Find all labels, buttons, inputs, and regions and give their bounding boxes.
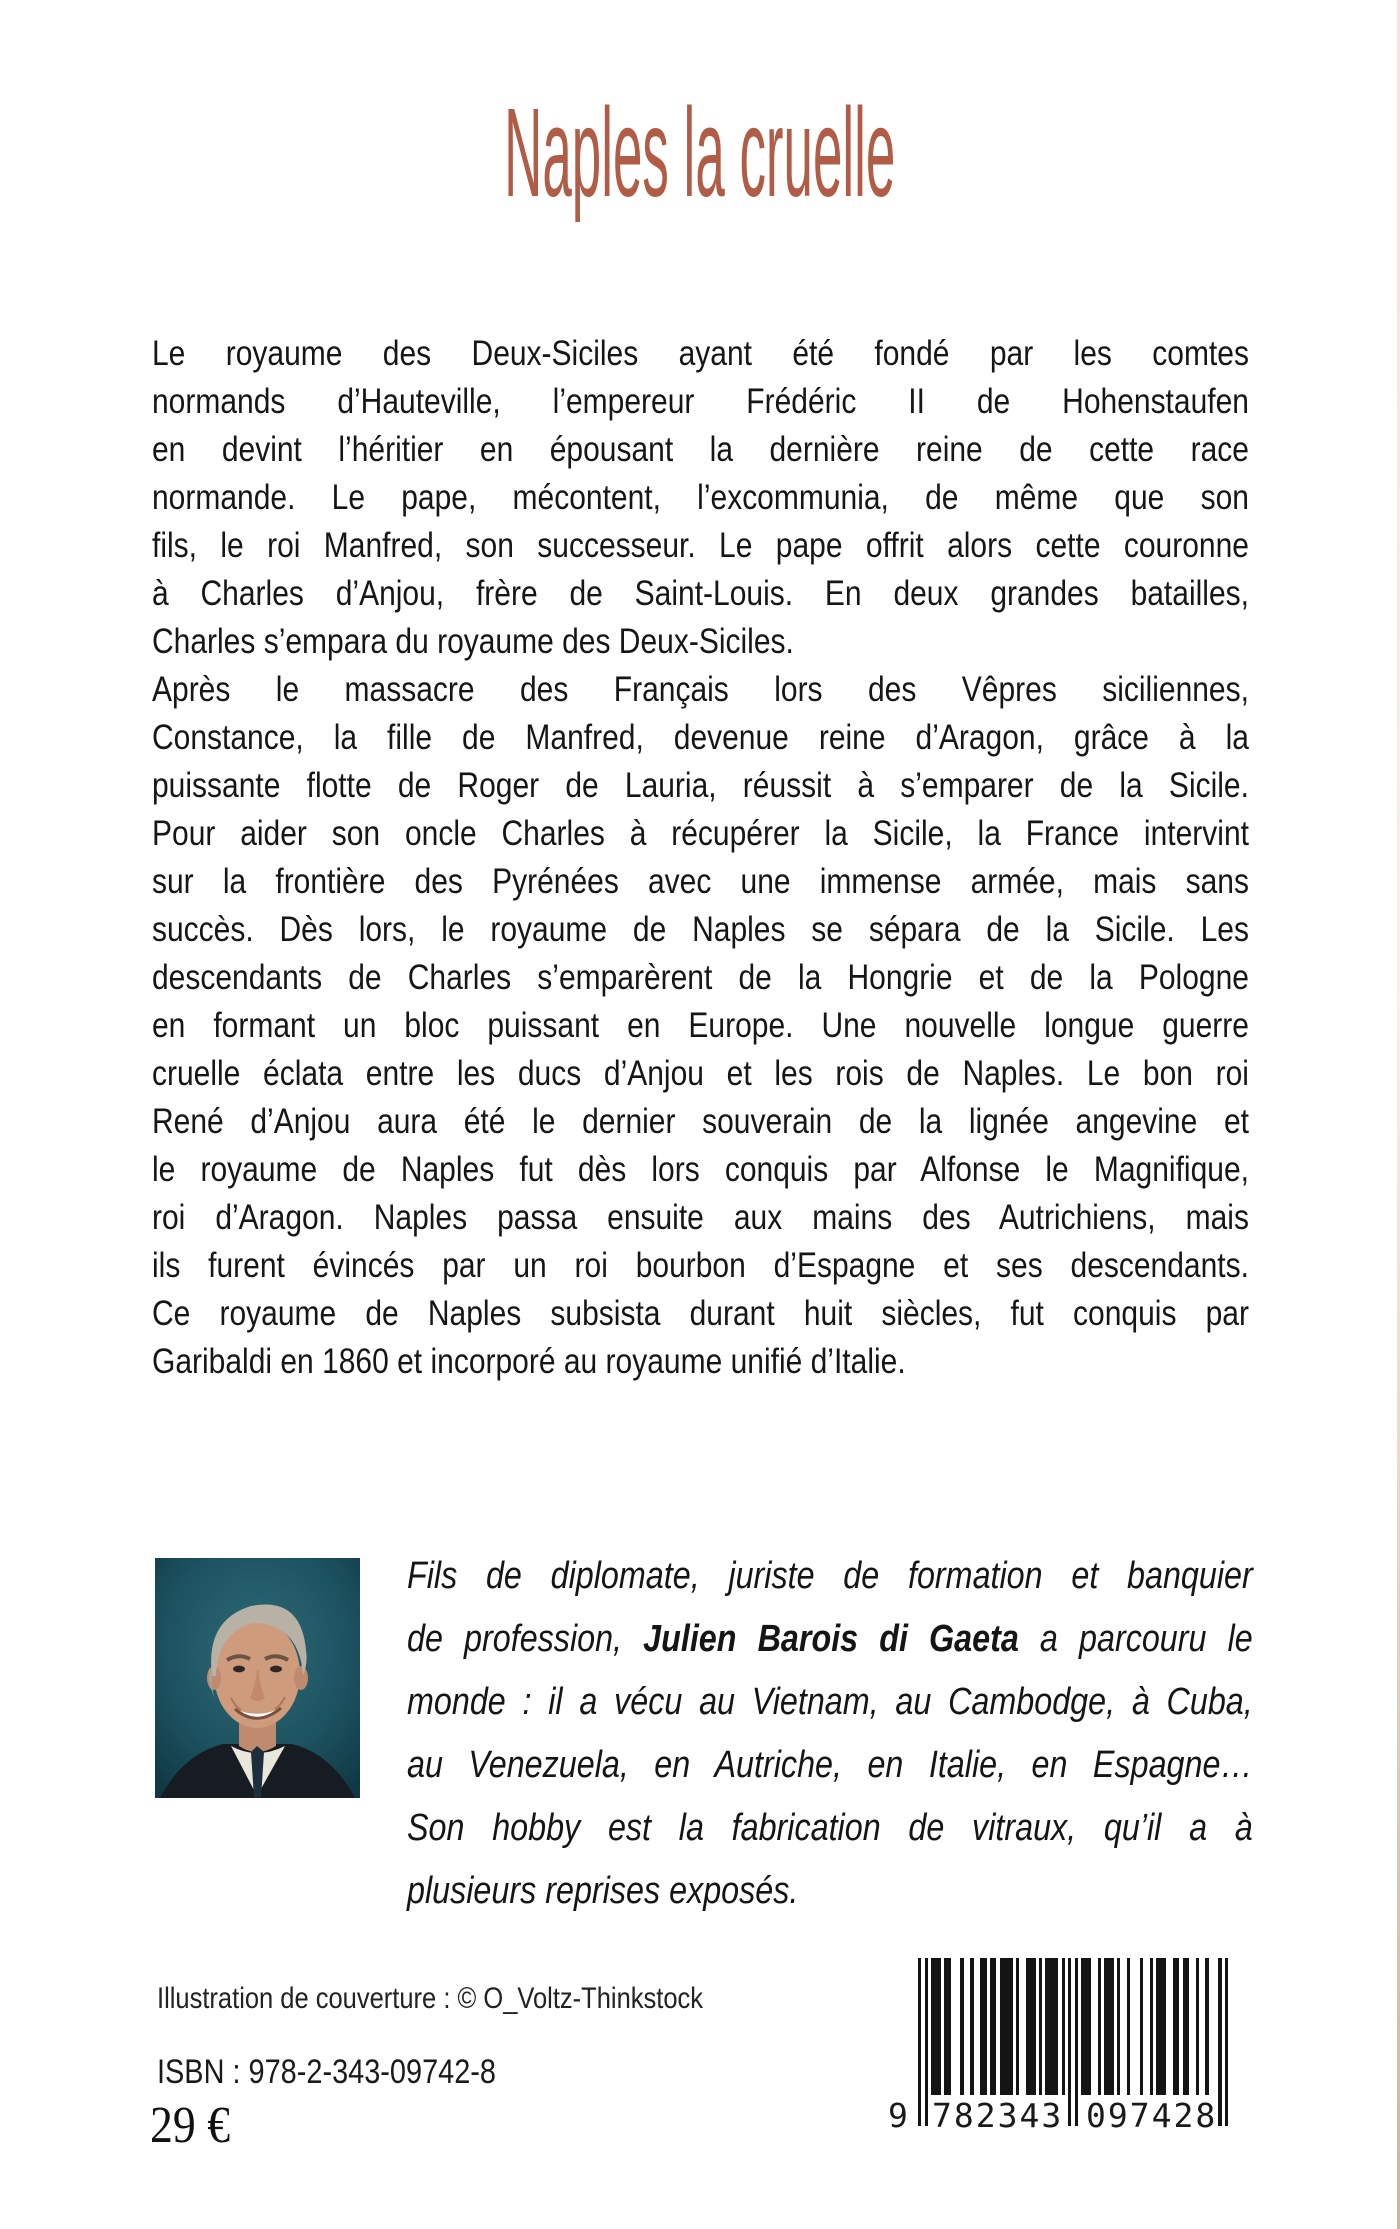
synopsis-line: descendants de Charles s’emparèrent de la Hongrie et de la Pologne	[152, 958, 1249, 997]
synopsis-text	[152, 330, 1249, 1386]
synopsis-line: sur la frontière des Pyrénées avec une immense armée, mais sans	[152, 862, 1249, 901]
barcode-digits-left: 782343	[932, 2096, 1064, 2135]
synopsis-line: en formant un bloc puissant en Europe. Une nouvelle longue guerre	[152, 1006, 1249, 1045]
barcode-digits	[888, 2096, 1238, 2136]
ear-right	[294, 1666, 308, 1690]
synopsis-line: succès. Dès lors, le royaume de Naples se sépara de la Sicile. Les	[152, 910, 1249, 949]
bio-line: Son hobby est la fabrication de vitraux, qu’il a à	[407, 1807, 1253, 1849]
synopsis-line: le royaume de Naples fut dès lors conquis par Alfonse le Magnifique,	[152, 1150, 1249, 1189]
synopsis-line: puissante flotte de Roger de Lauria, réussit à s’emparer de la Sicile.	[152, 766, 1249, 805]
bio-line: au Venezuela, en Autriche, en Italie, en Espagne…	[407, 1744, 1253, 1786]
synopsis-line: Ce royaume de Naples subsista durant huit siècles, fut conquis par	[152, 1294, 1249, 1333]
barcode	[888, 1958, 1238, 2143]
bio-line: monde : il a vécu au Vietnam, au Cambodge, à Cuba,	[407, 1681, 1253, 1723]
bio-line: de profession, Julien Barois di Gaeta a parcouru le	[407, 1618, 1253, 1660]
illustration-credit: Illustration de couverture : © O_Voltz-Thinkstock	[157, 1982, 704, 2015]
synopsis-line: Après le massacre des Français lors des Vêpres siciliennes,	[152, 670, 1249, 709]
author-photo	[155, 1558, 360, 1798]
synopsis-line: Charles s’empara du royaume des Deux-Siciles.	[152, 622, 794, 661]
synopsis-line: à Charles d’Anjou, frère de Saint-Louis. En deux grandes batailles,	[152, 574, 1249, 613]
synopsis-line: René d’Anjou aura été le dernier souverain de la lignée angevine et	[152, 1102, 1249, 1141]
author-bio	[407, 1545, 1253, 1923]
synopsis-line: Constance, la fille de Manfred, devenue reine d’Aragon, grâce à la	[152, 718, 1249, 757]
synopsis-line: ils furent évincés par un roi bourbon d’Espagne et ses descendants.	[152, 1246, 1249, 1285]
synopsis-line: roi d’Aragon. Naples passa ensuite aux mains des Autrichiens, mais	[152, 1198, 1249, 1237]
barcode-digit-lead: 9	[888, 2096, 908, 2135]
isbn-text: ISBN : 978-2-343-09742-8	[157, 2053, 496, 2091]
barcode-digits-right: 097428	[1086, 2096, 1218, 2135]
book-title: Naples la cruelle	[504, 82, 896, 223]
synopsis-line: fils, le roi Manfred, son successeur. Le pape offrit alors cette couronne	[152, 526, 1249, 565]
synopsis-line: en devint l’héritier en épousant la dernière reine de cette race	[152, 430, 1249, 469]
synopsis-line: normande. Le pape, mécontent, l’excommunia, de même que son	[152, 478, 1249, 517]
price-text: 29 €	[150, 2097, 231, 2154]
eye-right	[270, 1666, 282, 1673]
synopsis-paragraph-1	[152, 330, 1249, 666]
synopsis-line: Garibaldi en 1860 et incorporé au royaume unifié d’Italie.	[152, 1342, 906, 1381]
synopsis-line: Pour aider son oncle Charles à récupérer la Sicile, la France intervint	[152, 814, 1249, 853]
title-wrap	[0, 84, 1400, 223]
synopsis-line: normands d’Hauteville, l’empereur Frédéric II de Hohenstaufen	[152, 382, 1249, 421]
synopsis-line: Le royaume des Deux-Siciles ayant été fondé par les comtes	[152, 334, 1249, 373]
bio-line: plusieurs reprises exposés.	[407, 1870, 799, 1912]
synopsis-paragraph-2	[152, 666, 1249, 1386]
eye-left	[233, 1666, 245, 1673]
bio-line: Fils de diplomate, juriste de formation et banquier	[407, 1555, 1253, 1597]
synopsis-line: cruelle éclata entre les ducs d’Anjou et les rois de Naples. Le bon roi	[152, 1054, 1249, 1093]
